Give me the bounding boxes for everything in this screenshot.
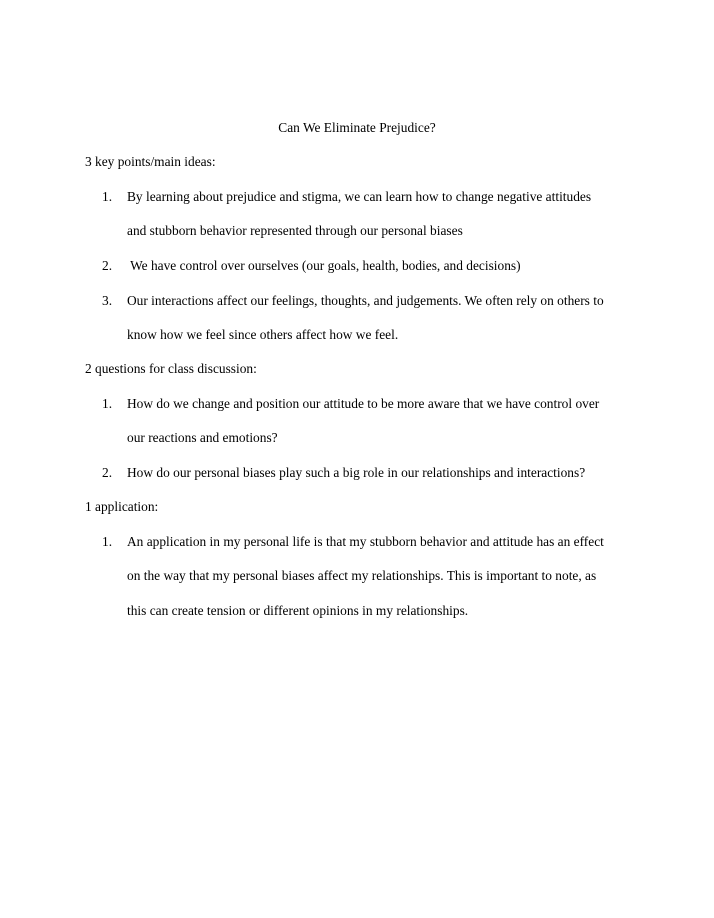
section-heading-application: 1 application: — [85, 499, 159, 514]
list-item-number: 1. — [102, 396, 113, 411]
list-item-line: How do our personal biases play such a big role in our relationships and interactions? — [127, 465, 586, 480]
list-item-line: An application in my personal life is that my stubborn behavior and attitude has an effect — [127, 534, 604, 549]
section-heading-questions: 2 questions for class discussion: — [85, 361, 257, 376]
list-item-number: 2. — [102, 465, 113, 480]
list-item-number: 1. — [102, 189, 113, 204]
list-item-line: on the way that my personal biases affect my relationships. This is important to note, as — [127, 568, 597, 583]
list-item-line: How do we change and position our attitude to be more aware that we have control over — [127, 396, 600, 411]
list-item-line: By learning about prejudice and stigma, we can learn how to change negative attitudes — [127, 189, 592, 204]
list-item-line: our reactions and emotions? — [127, 430, 278, 445]
list-item-number: 1. — [102, 534, 113, 549]
list-item-number: 3. — [102, 293, 113, 308]
list-item-line: know how we feel since others affect how we feel. — [127, 327, 399, 342]
list-item-line: and stubborn behavior represented through our personal biases — [127, 223, 463, 238]
list-item-number: 2. — [102, 258, 113, 273]
section-heading-key-points: 3 key points/main ideas: — [85, 154, 216, 169]
list-item-line: We have control over ourselves (our goals, health, bodies, and decisions) — [127, 258, 521, 273]
document-title: Can We Eliminate Prejudice? — [278, 120, 436, 135]
list-item-line: Our interactions affect our feelings, thoughts, and judgements. We often rely on others to — [127, 293, 604, 308]
list-item-line: this can create tension or different opinions in my relationships. — [127, 603, 469, 618]
